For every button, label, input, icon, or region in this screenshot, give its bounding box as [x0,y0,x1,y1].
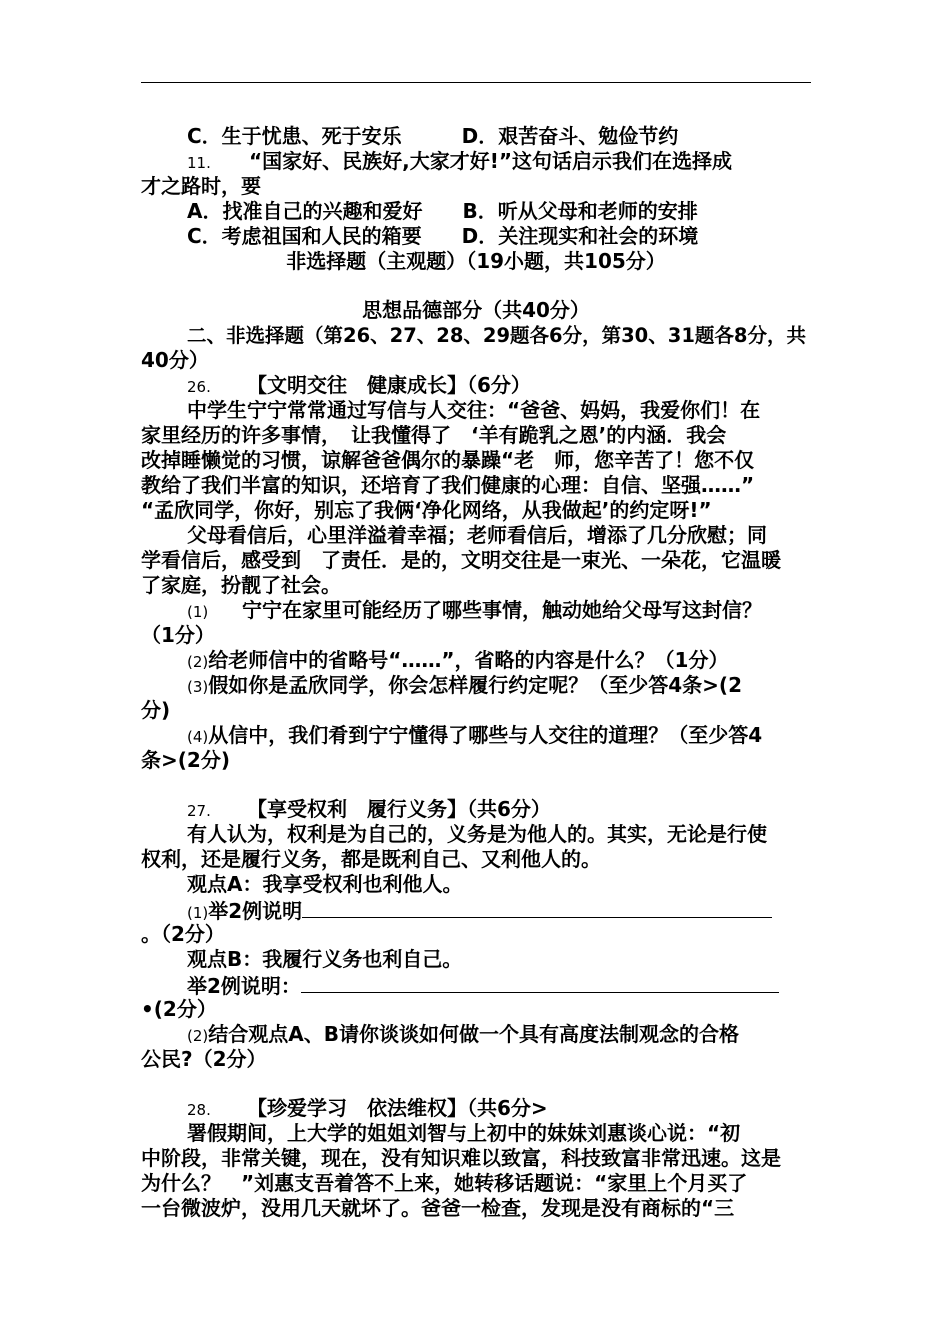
subquestion-text: 从信中，我们肴到宁宁懂得了哪些与人交往的道理？（至少答4 [208,723,763,747]
q26-para-line: 父母看信后，心里洋溢着幸福；老师看信后，增添了几分欣慰；同 [187,523,767,547]
subquestion-number: (2) [187,653,209,671]
question-number: 27. [187,802,211,820]
q26-para-line: 学看信后，感受到 了责任．是的，文明交往是一束光、一朵花，它温暖 [141,548,781,572]
subquestion-text: 结合观点A、B请你谈谈如何做一个具有高度法制观念的合格 [208,1022,739,1046]
q27-example-line [187,972,811,999]
part-two-instruction-cont: 40分） [141,348,209,372]
q27-subquestion-2 [187,1022,811,1049]
q26-para-line: “孟欣同学，你好，别忘了我俩‘净化网络，从我做起’的约定呀!” [141,498,712,522]
question-number: 26. [187,378,211,396]
question-28-title [187,1096,811,1123]
question-title: 【珍爱学习 依法维权】（共6分> [247,1096,548,1120]
q27-para-line: 有人认为，权利是为自己的，义务是为他人的。其实，无论是行使 [187,822,767,846]
option-line-cd-q11: C．考虑祖国和人民的箱要 D．关注现实和社会的环境 [187,224,699,248]
example-label: 举2例说明： [187,974,301,998]
q26-para-line: 改掉睡懒觉的习惯，谅解爸爸偶尔的暴躁“老 师，您辛苦了！您不仅 [141,448,755,472]
q27-viewpoint-b: 观点B：我履行义务也利自己。 [187,947,463,971]
q26-para-line: 家里经历的许多事情， 让我懂得了 ‘羊有跪乳之恩’的内涵．我会 [141,423,727,447]
q26-para-line: 教给了我们半富的知识，还培育了我们健康的心理：自信、坚强……” [141,473,755,497]
question-title: 【享受权利 履行义务】（共6分） [247,797,551,821]
section-heading-subjective: 非选择题（主观题）（19小题，共105分） [286,249,666,273]
subquestion-text: 给老师信中的省略号“……”，省略的内容是什么？（1分） [208,648,729,672]
question-number: 28. [187,1101,211,1119]
q27-example-line-cont: •(2分） [141,997,217,1021]
subquestion-text: 举2例说明 [208,899,303,923]
q26-para-line: 中学生宁宁常常通过写信与人交往：“爸爸、妈妈，我爱你们！在 [187,398,761,422]
q28-para-line: 一台微波炉，没用几天就坏了。爸爸一检查，发现是没有商标的“三 [141,1196,735,1220]
q27-subquestion-1-cont: 。（2分） [141,922,225,946]
q26-subquestion-2 [187,648,811,675]
q26-subquestion-4-cont: 条>(2分) [141,748,230,772]
subquestion-number: (1) [187,904,209,922]
question-27-title [187,797,811,824]
option-line-cd-q10: C．生于忧患、死于安乐 D．艰苦奋斗、勉俭节约 [187,124,679,148]
q28-para-line: 中阶段，非常关键，现在，没有知识难以致富，科技致富非常迅速。这是 [141,1146,781,1170]
subquestion-number: (2) [187,1027,209,1045]
q27-para-line: 权利，还是履行义务，都是既利自己、又利他人的。 [141,847,601,871]
answer-blank[interactable] [302,897,772,918]
question-text: “国家好、民族好,大家才好!”这句话启示我们在选择成 [249,149,733,173]
part-two-instruction: 二、非选择题（第26、27、28、29题各6分，第30、31题各8分，共 [187,324,806,347]
subquestion-text: 假如你是孟欣同学，你会怎样履行约定呢？（至少答4条>(2 [208,673,742,697]
q27-viewpoint-a: 观点A：我享受权利也利他人。 [187,872,463,896]
question-title: 【文明交往 健康成长】（6分） [247,373,531,397]
question-11-line [187,149,811,176]
q27-subquestion-2-cont: 公民?（2分） [141,1047,267,1071]
subquestion-number: (4) [187,728,209,746]
q26-para-line: 了家庭，扮靓了社会。 [141,573,341,597]
option-line-ab-q11: A．找准自己的兴趣和爱好 B．听从父母和老师的安排 [187,199,698,223]
q26-subquestion-4 [187,723,811,750]
question-11-cont: 才之路时，要 [141,174,261,198]
section-heading-moral: 思想品德部分（共40分） [362,298,590,322]
q26-subquestion-3 [187,673,811,700]
subquestion-text: 宁宁在家里可能经历了哪些事情，触动她给父母写这封信？ [242,598,762,622]
answer-blank[interactable] [301,972,779,993]
q28-para-line: 署假期间，上大学的姐姐刘智与上初中的妹妹刘惠谈心说：“初 [187,1121,741,1145]
q26-subquestion-1-cont: （1分） [141,623,215,647]
header-rule [141,82,811,83]
q26-subquestion-1 [187,598,811,625]
subquestion-number: (3) [187,678,209,696]
question-number: 11. [187,154,211,172]
question-26-title [187,373,811,400]
q26-subquestion-3-cont: 分) [141,698,171,722]
subquestion-number: (1) [187,603,209,621]
q28-para-line: 为什么？ ”刘惠支吾着答不上来，她转移话题说：“家里上个月买了 [141,1171,748,1195]
